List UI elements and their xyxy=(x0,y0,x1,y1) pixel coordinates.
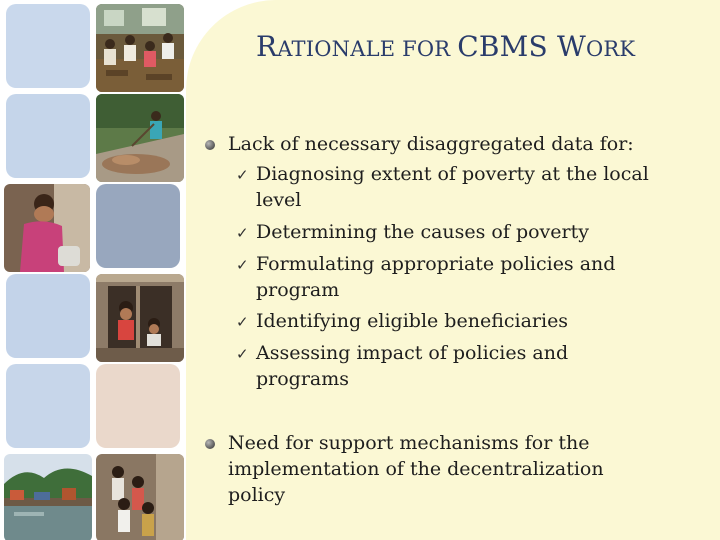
tile-6 xyxy=(96,184,180,268)
slide-title xyxy=(256,30,635,63)
tile-4 xyxy=(6,274,90,358)
subitem-4-line-1: Identifying eligible beneficiaries xyxy=(256,310,569,332)
subitem-3-line-2: program xyxy=(256,279,340,301)
photo-woman xyxy=(4,184,90,272)
title-part: R xyxy=(256,30,278,63)
tile-7 xyxy=(96,364,180,448)
title-part: ORK xyxy=(585,37,636,61)
tile-2 xyxy=(6,94,90,178)
check-icon: ✓ xyxy=(236,256,249,274)
bullet-2-line-1: Need for support mechanisms for the xyxy=(228,432,590,454)
bullet-marker-1 xyxy=(205,140,215,150)
bullet-marker-2 xyxy=(205,439,215,449)
tile-1 xyxy=(6,4,90,88)
subitem-2-line-1: Determining the causes of poverty xyxy=(256,221,589,243)
subitem-1-line-2: level xyxy=(256,189,302,211)
subitem-1-line-1: Diagnosing extent of poverty at the local xyxy=(256,163,649,185)
title-part: ATIONALE FOR xyxy=(277,37,458,61)
bullet-1-text: Lack of necessary disaggregated data for: xyxy=(228,133,634,155)
bullet-2-line-3: policy xyxy=(228,484,286,506)
subitem-3-line-1: Formulating appropriate policies and xyxy=(256,253,616,275)
check-icon: ✓ xyxy=(236,345,249,363)
photo-river-village xyxy=(4,454,92,540)
photo-classroom xyxy=(96,4,184,92)
photo-children-group xyxy=(96,454,184,540)
tile-5 xyxy=(6,364,90,448)
subitem-5-line-1: Assessing impact of policies and xyxy=(256,342,569,364)
title-part: CBMS W xyxy=(457,30,586,63)
check-icon: ✓ xyxy=(236,224,249,242)
photo-worker xyxy=(96,94,184,182)
check-icon: ✓ xyxy=(236,166,249,184)
check-icon: ✓ xyxy=(236,313,249,331)
photo-children-window xyxy=(96,274,184,362)
bullet-2-line-2: implementation of the decentralization xyxy=(228,458,604,480)
subitem-5-line-2: programs xyxy=(256,368,350,390)
